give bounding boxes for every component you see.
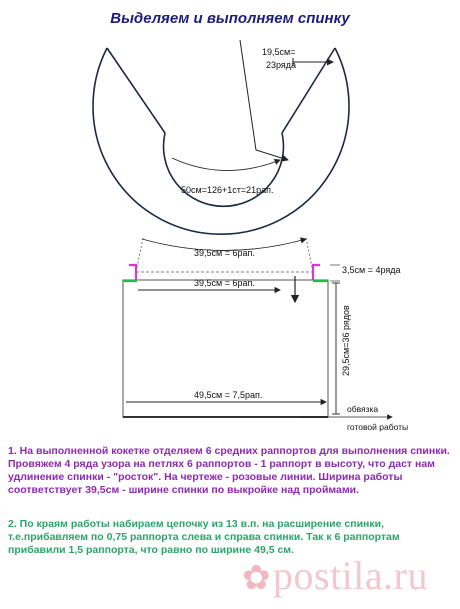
neckline [164, 133, 284, 206]
height-label: 29,5см=36 рядов [341, 305, 351, 376]
neck-arc-arrow [172, 158, 280, 171]
neck-label: 50см=126+1ст=21рап. [181, 185, 274, 195]
yoke-width-label: 19,5см= [262, 47, 296, 57]
flower-icon: ✿ [242, 560, 271, 597]
yoke-left-shoulder [107, 48, 165, 133]
watermark [242, 552, 428, 599]
top-width-label: 39,5см = 6рап. [194, 248, 255, 258]
rise-label: 3,5см = 4ряда [342, 265, 401, 275]
instruction-note-2: 2. По краям работы набираем цепочку из 13 в.п. на расширение спинки, т.е.прибавляем по 0,75 раппорта слева и справа спинки. Так к 6 раппортам прибавили 1,5 раппорта, что равно по ширине 49,5 см. [8, 518, 400, 556]
watermark-text: postila.ru [273, 553, 428, 598]
inner-width-label: 39,5см = 6рап. [194, 278, 255, 288]
page-title: Выделяем и выполняем спинку [110, 10, 350, 27]
yoke-rows-label: 23ряда [266, 60, 297, 70]
edging-label-1: обвязка [347, 404, 379, 414]
pink-rostok-right [313, 265, 320, 280]
bottom-width-label: 49,5см = 7,5рап. [194, 390, 263, 400]
pink-rostok-left [129, 265, 136, 280]
instruction-note-1: 1. На выполненной кокетке отделяем 6 средних раппортов для выполнения спинки. Провяжем 4 ряда узора на петлях 6 раппортов - 1 раппорт в высоту, что даст нам удлинение спинки - "росток". На чертеже - розовые линии. Ширина работы соответствует 39,5см - ширине спинки по выкройке над проймами. [8, 445, 450, 496]
edging-label-2: готовой работы [347, 422, 409, 432]
yoke-radial-arrow [240, 40, 288, 160]
